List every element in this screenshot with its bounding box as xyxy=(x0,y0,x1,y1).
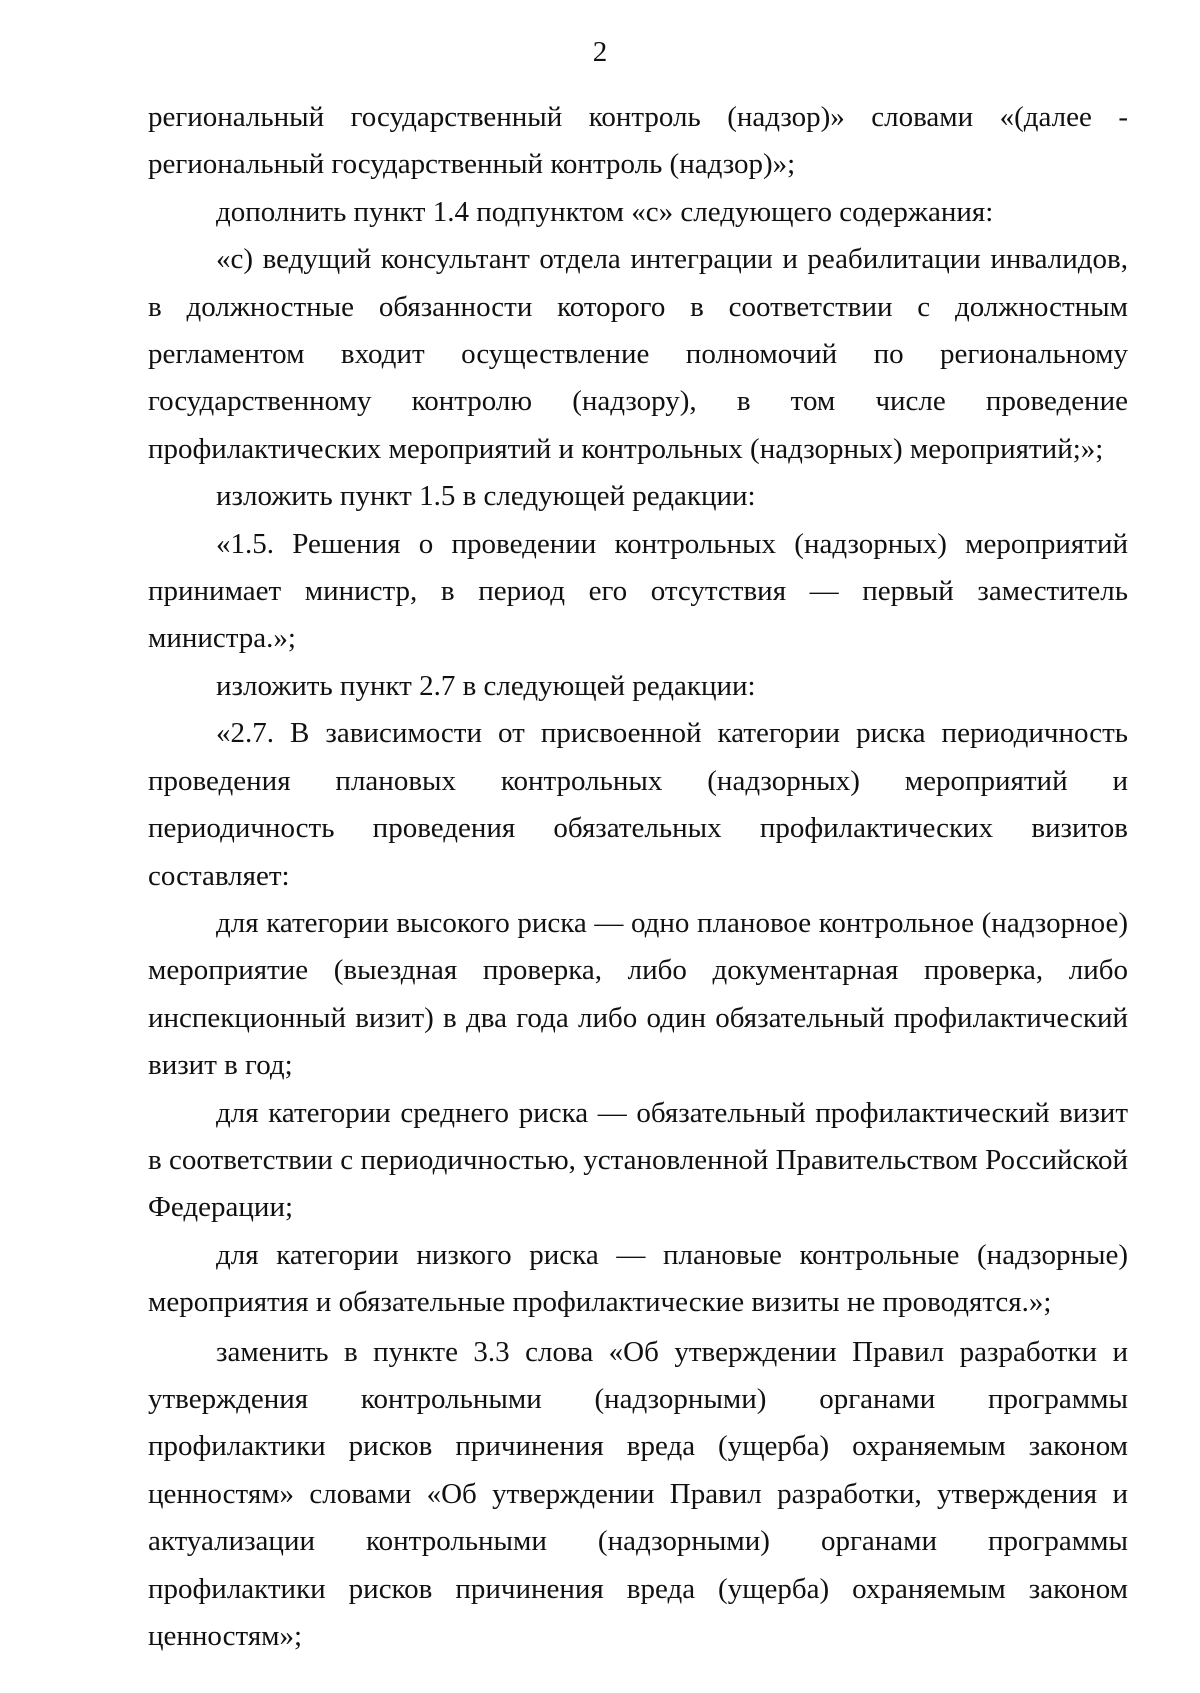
paragraph-point-1-5: «1.5. Решения о проведении контрольных (надзорных) мероприятий принимает министр, в период его отсутствия — первый заместитель министра.»; xyxy=(148,527,1128,655)
paragraph-point-2-7: «2.7. В зависимости от присвоенной категории риска периодичность проведения плановых контрольных (надзорных) мероприятий и периодичность проведения обязательных профилактических визитов составляет: xyxy=(148,717,1128,892)
page-number: 2 xyxy=(592,36,608,68)
paragraph-continuation: региональный государственный контроль (надзор)» словами «(далее - региональный государственный контроль (надзор)»; xyxy=(148,101,1128,181)
paragraph-subpoint-c: «с) ведущий консультант отдела интеграции и реабилитации инвалидов, в должностные обязанности которого в соответствии с должностным регламентом входит осуществление полномочий по региональному государственному контролю (надзору), в том числе проведение профилактических мероприятий и контрольных (надзорных) мероприятий;»; xyxy=(148,243,1128,465)
paragraph-amend-1-4: дополнить пункт 1.4 подпунктом «с» следующего содержания: xyxy=(216,195,994,228)
paragraph-amend-3-3: заменить в пункте 3.3 слова «Об утверждении Правил разработки и утверждения контрольными (надзорными) органами программы профилактики рисков причинения вреда (ущерба) охраняемым законом ценностям» словами «Об утверждении Правил разработки, утверждения и актуализации контрольными (надзорными) органами программы профилактики рисков причинения вреда (ущерба) охраняемым законом ценностям»; xyxy=(148,1335,1128,1652)
paragraph-low-risk: для категории низкого риска — плановые контрольные (надзорные) мероприятия и обязательные профилактические визиты не проводятся.»; xyxy=(148,1238,1128,1319)
paragraph-medium-risk: для категории среднего риска — обязательный профилактический визит в соответствии с периодичностью, установленной Правительством Российской Федерации; xyxy=(148,1096,1128,1224)
paragraph-high-risk: для категории высокого риска — одно плановое контрольное (надзорное) мероприятие (выездная проверка, либо документарная проверка, либо инспекционный визит) в два года либо один обязательный профилактический визит в год; xyxy=(148,906,1128,1082)
paragraph-amend-2-7: изложить пункт 2.7 в следующей редакции: xyxy=(216,669,756,702)
document-body xyxy=(148,94,1128,1660)
paragraph-amend-1-5: изложить пункт 1.5 в следующей редакции: xyxy=(216,480,756,513)
